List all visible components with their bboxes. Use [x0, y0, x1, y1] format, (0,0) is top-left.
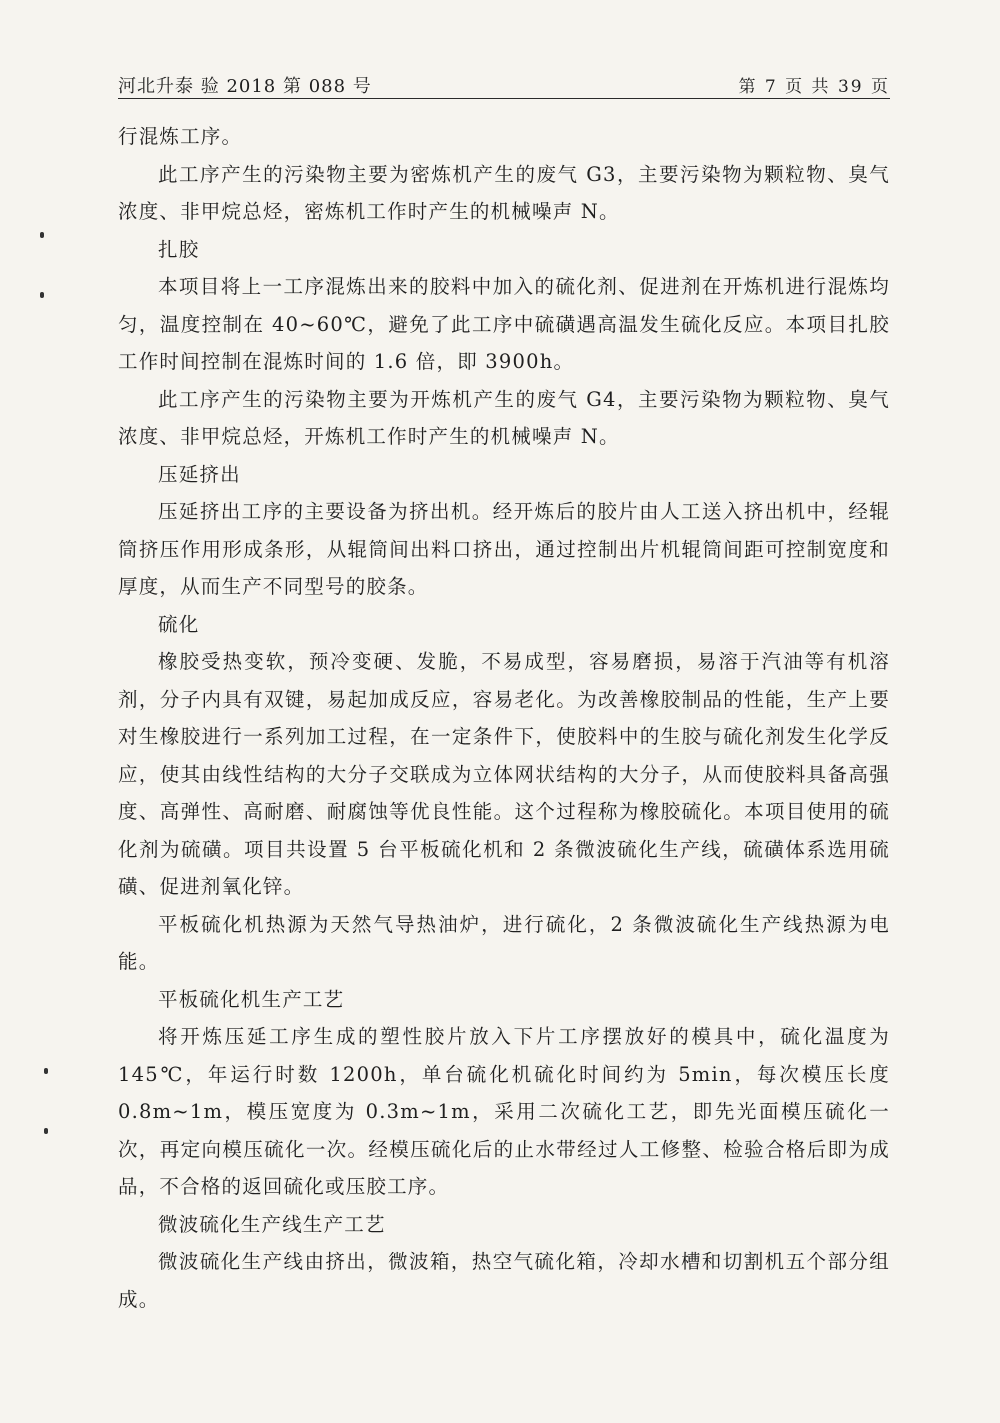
scan-mark — [44, 1128, 48, 1134]
paragraph: 将开炼压延工序生成的塑性胶片放入下片工序摆放好的模具中，硫化温度为 145℃，年运行时数 1200h，单台硫化机硫化时间约为 5min，每次模压长度 0.8m~1m，模压宽度为 0.3m~1m，采用二次硫化工艺，即先光面模压硫化一次，再定向模压硫化一次。经模压硫化后的止水带经过人工修整、检验合格后即为成品，不合格的返回硫化或压胶工序。 — [118, 1025, 890, 1198]
section-heading: 微波硫化生产线生产工艺 — [158, 1212, 386, 1236]
section-heading: 压延挤出 — [158, 462, 241, 486]
scan-mark — [44, 1068, 48, 1074]
document-body — [118, 118, 890, 1318]
paragraph: 本项目将上一工序混炼出来的胶料中加入的硫化剂、促进剂在开炼机进行混炼均匀，温度控制在 40~60℃，避免了此工序中硫磺遇高温发生硫化反应。本项目扎胶工作时间控制在混炼时间的 1.6 倍，即 3900h。 — [118, 275, 890, 373]
page-header — [118, 66, 890, 99]
section-heading: 硫化 — [158, 612, 200, 636]
section-heading: 平板硫化机生产工艺 — [158, 987, 345, 1011]
scan-mark — [40, 292, 44, 298]
paragraph: 平板硫化机热源为天然气导热油炉，进行硫化，2 条微波硫化生产线热源为电能。 — [118, 912, 890, 973]
paragraph: 微波硫化生产线由挤出，微波箱，热空气硫化箱，冷却水槽和切割机五个部分组成。 — [118, 1250, 890, 1311]
report-number: 河北升泰 验 2018 第 088 号 — [118, 76, 372, 97]
paragraph: 行混炼工序。 — [118, 125, 243, 148]
section-heading: 扎胶 — [158, 237, 200, 261]
scan-mark — [40, 232, 44, 238]
paragraph: 此工序产生的污染物主要为开炼机产生的废气 G4，主要污染物为颗粒物、臭气浓度、非甲烷总烃，开炼机工作时产生的机械噪声 N。 — [118, 387, 890, 448]
page-number: 第 7 页 共 39 页 — [738, 77, 890, 97]
paragraph: 此工序产生的污染物主要为密炼机产生的废气 G3，主要污染物为颗粒物、臭气浓度、非甲烷总烃，密炼机工作时产生的机械噪声 N。 — [118, 162, 890, 223]
paragraph: 橡胶受热变软，预冷变硬、发脆，不易成型，容易磨损，易溶于汽油等有机溶剂，分子内具有双键，易起加成反应，容易老化。为改善橡胶制品的性能，生产上要对生橡胶进行一系列加工过程，在一定条件下，使胶料中的生胶与硫化剂发生化学反应，使其由线性结构的大分子交联成为立体网状结构的大分子，从而使胶料具备高强度、高弹性、高耐磨、耐腐蚀等优良性能。这个过程称为橡胶硫化。本项目使用的硫化剂为硫磺。项目共设置 5 台平板硫化机和 2 条微波硫化生产线，硫磺体系选用硫磺、促进剂氧化锌。 — [118, 650, 890, 898]
paragraph: 压延挤出工序的主要设备为挤出机。经开炼后的胶片由人工送入挤出机中，经辊筒挤压作用形成条形，从辊筒间出料口挤出，通过控制出片机辊筒间距可控制宽度和厚度，从而生产不同型号的胶条。 — [118, 500, 890, 598]
